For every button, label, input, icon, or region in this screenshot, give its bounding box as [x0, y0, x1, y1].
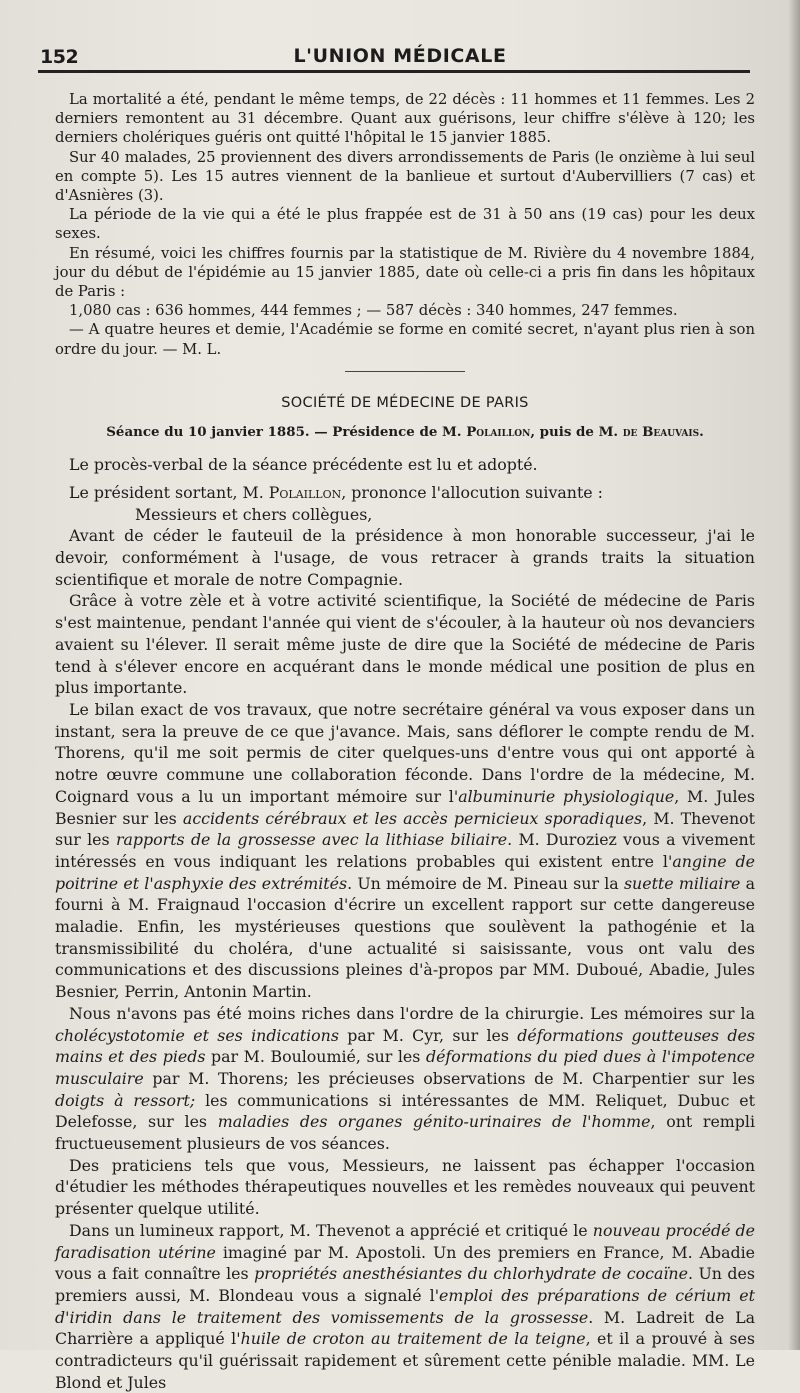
paragraph: Grâce à votre zèle et à votre activité scientifique, la Société de médecine de Paris s'est maintenue, pendant l'année qui vient de s'écouler, à la hauteur où nos devanciers avaient su l'élever. Il serait même juste de dire que la Société de médecine de Paris tend à s'élever encore en acquérant dans le monde médical une position de plus en plus importante. [55, 591, 755, 698]
opening-paragraph: Le président sortant, M. Polaillon, prononce l'allocution suivante : [69, 482, 604, 502]
paragraph: Sur 40 malades, 25 proviennent des divers arrondissements de Paris (le onzième à lui seul en compte 5). Les 15 autres viennent de la banlieue et surtout d'Aubervilliers (7 cas) et d'Asnières (3). [55, 148, 755, 205]
paragraph: La mortalité a été, pendant le même temps, de 22 décès : 11 hommes et 11 femmes. Les 2 derniers remontent au 31 décembre. Quant aux guérisons, leur chiffre s'élève à 120; les derniers cholériques guéris ont quitté l'hôpital le 15 janvier 1885. [55, 91, 755, 147]
speech-address: Messieurs et chers collègues, [135, 504, 373, 524]
page-header [40, 38, 750, 68]
section-title: SOCIÉTÉ DE MÉDECINE DE PARIS [281, 394, 529, 411]
header-rule [38, 70, 750, 73]
paragraph: Le bilan exact de vos travaux, que notre secrétaire général va vous exposer dans un instant, sera la preuve de ce que j'avance. Mais, sans déflorer le compte rendu de M. Thorens, qu'il me soit permis de citer quelques-uns d'entre vous qui ont apporté à notre œuvre commune une collaboration féconde. Dans l'ordre de la médecine, M. Coignard vous a lu un important mémoire sur l'albuminurie physiologique, M. Jules Besnier sur les accidents cérébraux et les accès pernicieux sporadiques, M. Thevenot sur les rapports de la grossesse avec la lithiase biliaire. M. Duroziez vous a vivement intéressés en vous indiquant les relations probables qui existent entre l'angine de poitrine et l'asphyxie des extrémités. Un mémoire de M. Pineau sur la suette miliaire a fourni à M. Fraignaud l'occasion d'écrire un excellent rapport sur cette dangereuse maladie. Enfin, les mystérieuses questions que soulèvent la pathogénie et la transmissibilité du choléra, d'une actualité si saisissante, vous ont valu des communications et des discussions pleines d'à-propos par MM. Duboué, Abadie, Jules Besnier, Perrin, Antonin Martin. [55, 699, 756, 1002]
paragraph: 1,080 cas : 636 hommes, 444 femmes ; — 587 décès : 340 hommes, 247 femmes. [69, 302, 678, 320]
minutes-paragraph: Le procès-verbal de la séance précédente est lu et adopté. [69, 455, 538, 475]
page-number: 152 [40, 46, 79, 68]
paragraph: La période de la vie qui a été le plus frappée est de 31 à 50 ans (19 cas) pour les deux sexes. [55, 206, 755, 243]
paragraph: Des praticiens tels que vous, Messieurs, ne laissent pas échapper l'occasion d'étudier les méthodes thérapeutiques nouvelles et les remèdes nouveaux qui peuvent présenter quelque utilité. [55, 1155, 755, 1219]
paragraph: — A quatre heures et demie, l'Académie se forme en comité secret, n'ayant plus rien à son ordre du jour. — M. L. [55, 321, 755, 358]
session-line: Séance du 10 janvier 1885. — Présidence de M. Polaillon, puis de M. de Beauvais. [106, 424, 704, 441]
paragraph: Dans un lumineux rapport, M. Thevenot a apprécié et critiqué le nouveau procédé de faradisation utérine imaginé par M. Apostoli. Un des premiers en France, M. Abadie vous a fait connaître les propriétés anesthésiantes du chlorhydrate de cocaïne. Un des premiers aussi, M. Blondeau vous a signalé l'emploi des préparations de cérium et d'iridin dans le traitement des vomissements de la grossesse. M. Ladreit de La Charrière a appliqué l'huile de croton au traitement de la teigne, et il a prouvé à ses contradicteurs qu'il guérissait rapidement et sûrement cette pénible maladie. MM. Le Blond et Jules [55, 1220, 756, 1392]
section-separator [345, 371, 465, 372]
page-body [55, 90, 755, 1393]
paragraph: Nous n'avons pas été moins riches dans l'ordre de la chirurgie. Les mémoires sur la cholécystotomie et ses indications par M. Cyr, sur les déformations goutteuses des mains et des pieds par M. Bouloumié, sur les déformations du pied dues à l'impotence musculaire par M. Thorens; les précieuses observations de M. Charpentier sur les doigts à ressort; les communications si intéressantes de MM. Reliquet, Dubuc et Delefosse, sur les maladies des organes génito-urinaires de l'homme, ont rempli fructueusement plusieurs de vos séances. [55, 1003, 756, 1154]
speech-body [55, 454, 755, 1393]
paragraph: En résumé, voici les chiffres fournis par la statistique de M. Rivière du 4 novembre 1884, jour du début de l'épidémie au 15 janvier 1885, date où celle-ci a pris fin dans les hôpitaux de Paris : [55, 244, 755, 301]
running-title: L'UNION MÉDICALE [293, 45, 507, 67]
paragraph: Avant de céder le fauteuil de la présidence à mon honorable successeur, j'ai le devoir, conformément à l'usage, de vous retracer à grands traits la situation scientifique et morale de notre Compagnie. [55, 526, 755, 589]
